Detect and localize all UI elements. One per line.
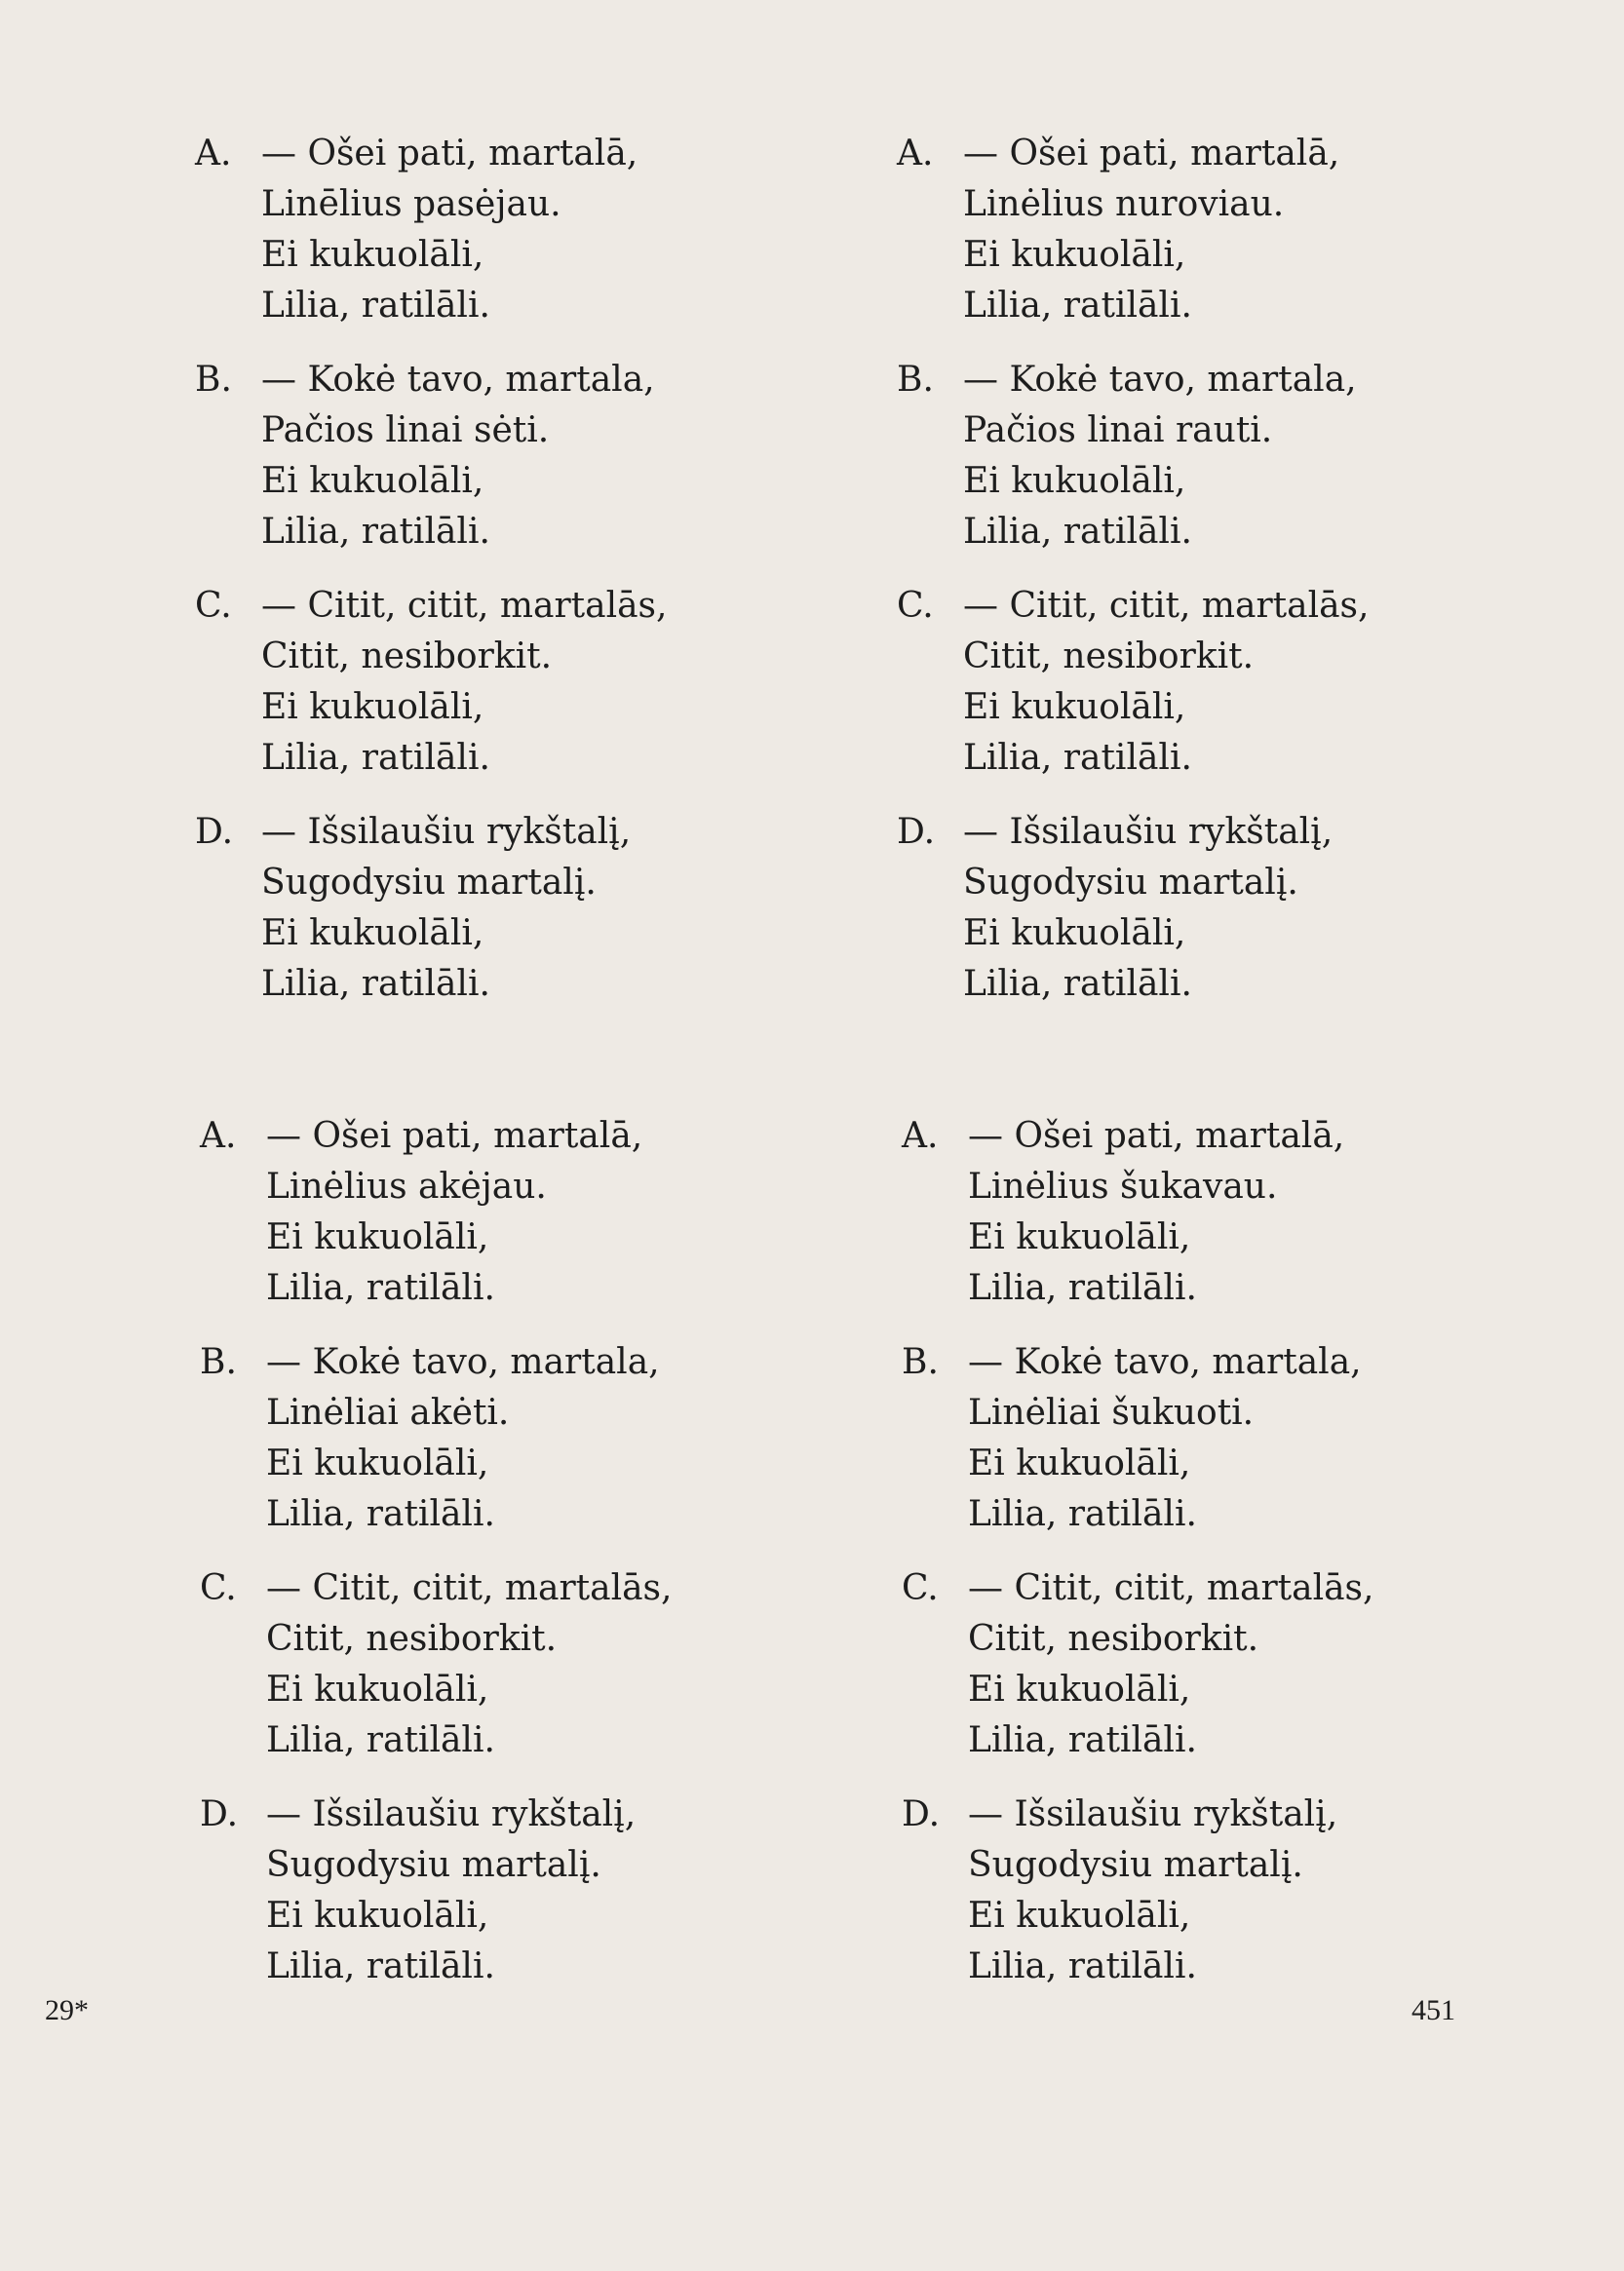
verse-line: — Išsilaušiu rykštalį, — [968, 1794, 1338, 1834]
song-column-top-right — [897, 129, 1443, 1033]
verse-line: Ei kukuolāli, — [261, 235, 484, 275]
stanza-c — [897, 581, 1443, 784]
stanza-letter: D. — [200, 1794, 239, 1834]
stanza-letter: A. — [200, 1116, 237, 1156]
verse-line: Ei kukuolāli, — [963, 461, 1186, 501]
verse-line: Ei kukuolāli, — [963, 913, 1186, 953]
verse-line: Citit, nesiborkit. — [266, 1619, 558, 1659]
stanza-letter: C. — [897, 586, 934, 626]
verse-line: Linėlius akėjau. — [266, 1167, 547, 1207]
stanza-c — [200, 1563, 746, 1766]
stanza-d — [195, 807, 741, 1010]
stanza-c — [195, 581, 741, 784]
stanza-a — [195, 129, 741, 331]
stanza-b — [200, 1337, 746, 1540]
stanza-b — [902, 1337, 1448, 1540]
stanza-letter: B. — [195, 360, 232, 400]
verse-line: Linėliai akėti. — [266, 1393, 510, 1433]
stanza-b — [195, 355, 741, 558]
verse-line: — Kokė tavo, martala, — [261, 360, 655, 400]
verse-line: Ei kukuolāli, — [968, 1670, 1191, 1710]
page-number: 451 — [1411, 1994, 1455, 2026]
song-column-bottom-right — [902, 1111, 1448, 2016]
verse-line: Lilia, ratilāli. — [963, 964, 1192, 1004]
song-column-bottom-left — [200, 1111, 746, 2016]
signature-mark: 29* — [45, 1994, 89, 2026]
stanza-d — [200, 1790, 746, 1992]
verse-line: Linėliai šukuoti. — [968, 1393, 1255, 1433]
verse-line: — Išsilaušiu rykštalį, — [261, 812, 632, 852]
verse-line: Citit, nesiborkit. — [261, 636, 553, 676]
verse-line: Lilia, ratilāli. — [963, 286, 1192, 326]
verse-line: Lilia, ratilāli. — [266, 1946, 495, 1986]
verse-line: Lilia, ratilāli. — [968, 1946, 1197, 1986]
verse-line: Ei kukuolāli, — [968, 1896, 1191, 1936]
stanza-letter: C. — [902, 1568, 939, 1608]
verse-line: Citit, nesiborkit. — [963, 636, 1255, 676]
stanza-letter: B. — [897, 360, 934, 400]
verse-line: — Citit, citit, martalās, — [261, 586, 668, 626]
verse-line: Sugodysiu martalį. — [266, 1845, 601, 1885]
verse-line: — Ošei pati, martalā, — [266, 1116, 643, 1156]
stanza-letter: B. — [200, 1342, 237, 1382]
verse-line: Ei kukuolāli, — [261, 461, 484, 501]
verse-line: Lilia, ratilāli. — [963, 512, 1192, 552]
verse-line: Ei kukuolāli, — [266, 1443, 489, 1483]
stanza-c — [902, 1563, 1448, 1766]
verse-line: Sugodysiu martalį. — [261, 863, 597, 903]
verse-line: Lilia, ratilāli. — [261, 738, 490, 778]
verse-line: — Kokė tavo, martala, — [963, 360, 1357, 400]
stanza-letter: A. — [902, 1116, 939, 1156]
stanza-letter: A. — [897, 134, 934, 173]
stanza-d — [902, 1790, 1448, 1992]
verse-line: Linėlius nuroviau. — [963, 184, 1285, 224]
verse-line: — Citit, citit, martalās, — [968, 1568, 1374, 1608]
verse-line: Ei kukuolāli, — [266, 1217, 489, 1257]
verse-line: — Išsilaušiu rykštalį, — [963, 812, 1334, 852]
verse-line: Pačios linai rauti. — [963, 410, 1273, 450]
verse-line: Pačios linai sėti. — [261, 410, 550, 450]
verse-line: — Kokė tavo, martala, — [266, 1342, 660, 1382]
verse-line: — Ošei pati, martalā, — [963, 134, 1340, 173]
stanza-b — [897, 355, 1443, 558]
verse-line: Linėlius šukavau. — [968, 1167, 1278, 1207]
verse-line: — Citit, citit, martalās, — [963, 586, 1370, 626]
verse-line: Ei kukuolāli, — [968, 1443, 1191, 1483]
verse-line: Lilia, ratilāli. — [261, 286, 490, 326]
stanza-letter: A. — [195, 134, 232, 173]
verse-line: Ei kukuolāli, — [261, 913, 484, 953]
verse-line: Ei kukuolāli, — [963, 687, 1186, 727]
song-column-top-left — [195, 129, 741, 1033]
stanza-letter: B. — [902, 1342, 939, 1382]
verse-line: Lilia, ratilāli. — [968, 1720, 1197, 1760]
stanza-a — [902, 1111, 1448, 1314]
verse-line: Ei kukuolāli, — [266, 1670, 489, 1710]
verse-line: Citit, nesiborkit. — [968, 1619, 1259, 1659]
stanza-letter: C. — [200, 1568, 237, 1608]
verse-line: Lilia, ratilāli. — [963, 738, 1192, 778]
verse-line: Lilia, ratilāli. — [266, 1720, 495, 1760]
verse-line: Sugodysiu martalį. — [968, 1845, 1303, 1885]
stanza-letter: C. — [195, 586, 232, 626]
verse-line: Lilia, ratilāli. — [261, 512, 490, 552]
verse-line: Lilia, ratilāli. — [968, 1494, 1197, 1534]
stanza-letter: D. — [195, 812, 234, 852]
verse-line: Lilia, ratilāli. — [266, 1268, 495, 1308]
verse-line: Sugodysiu martalį. — [963, 863, 1298, 903]
stanza-a — [897, 129, 1443, 331]
verse-line: Ei kukuolāli, — [968, 1217, 1191, 1257]
stanza-letter: D. — [902, 1794, 941, 1834]
stanza-a — [200, 1111, 746, 1314]
stanza-letter: D. — [897, 812, 936, 852]
verse-line: — Citit, citit, martalās, — [266, 1568, 673, 1608]
verse-line: Ei kukuolāli, — [266, 1896, 489, 1936]
verse-line: Linēlius pasėjau. — [261, 184, 561, 224]
verse-line: Ei kukuolāli, — [261, 687, 484, 727]
verse-line: — Kokė tavo, martala, — [968, 1342, 1362, 1382]
verse-line: — Ošei pati, martalā, — [968, 1116, 1345, 1156]
verse-line: Ei kukuolāli, — [963, 235, 1186, 275]
verse-line: — Ošei pati, martalā, — [261, 134, 638, 173]
verse-line: Lilia, ratilāli. — [261, 964, 490, 1004]
verse-line: — Išsilaušiu rykštalį, — [266, 1794, 637, 1834]
verse-line: Lilia, ratilāli. — [968, 1268, 1197, 1308]
verse-line: Lilia, ratilāli. — [266, 1494, 495, 1534]
stanza-d — [897, 807, 1443, 1010]
